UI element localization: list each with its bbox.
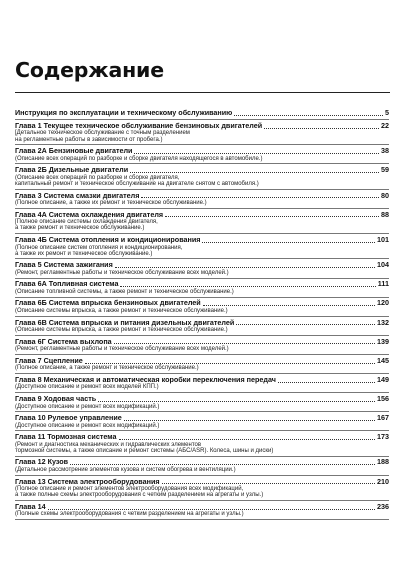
toc-entry-heading	[15, 319, 389, 328]
toc-entry-description: (Полное описание систем отопления и кондиционирования, а также их ремонт и техническое обслуживание.)	[15, 244, 183, 257]
toc-entry-description: (Полные схемы электрооборудования с четким разделением на агрегаты и узлы.)	[15, 511, 244, 518]
title-divider	[15, 92, 390, 93]
toc-entry-page: 139	[377, 336, 389, 346]
toc-entry-description: (Ремонт и диагностика механических и гидравлических элементов тормозной системы, а также описание и ремонт системы (АБС/ASR). Колеса, шины и диски)	[15, 441, 274, 454]
toc-entry-title: Глава 2А Бензиновые двигатели	[15, 146, 133, 156]
toc-entry-page: 22	[381, 120, 389, 130]
toc-entry-heading	[15, 458, 389, 467]
toc-entry-page: 236	[377, 501, 389, 511]
toc-entry-page: 101	[377, 234, 389, 244]
toc-entry-title: Инструкция по эксплуатации и техническому обслуживанию	[15, 108, 233, 117]
toc-entry-page: 120	[377, 298, 389, 308]
toc-entry-description: (Детальное рассмотрение элементов кузова и систем обогрева и вентиляции.)	[15, 467, 236, 473]
toc-entry-description: (Ремонт, регламентные работы и техническое обслуживание всех моделей.)	[15, 346, 229, 353]
toc-entry-description: (Описание всех операций по разборке и сборке двигателя, капитальный ремонт и техническое обслуживание на двигателе снятом с автомобиля.)	[15, 174, 259, 188]
toc-entry-title: Глава 7 Сцепление	[15, 355, 83, 365]
toc-entry-heading	[15, 109, 389, 118]
toc-entry-page: 167	[377, 413, 389, 423]
toc-entry-title: Глава 4Б Система отопления и кондиционирования	[15, 234, 201, 244]
toc-entry-title: Глава 1 Текущее техническое обслуживание бензиновых двигателей	[15, 120, 263, 130]
toc-entry-page: 104	[377, 260, 389, 270]
dot-leader	[162, 483, 375, 484]
dot-leader	[202, 242, 375, 243]
dot-leader	[264, 128, 379, 129]
toc-entry-heading	[15, 166, 389, 175]
toc-entry-title: Глава 11 Тормозная система	[15, 432, 117, 442]
toc-entry-description: (Доступное описание и ремонт всех модификаций.)	[15, 403, 160, 410]
dot-leader	[236, 324, 375, 325]
toc-entry-page: 80	[381, 190, 389, 200]
toc-entry-heading	[15, 478, 389, 487]
toc-entry-title: Глава 6Б Система впрыска бензиновых двигателей	[15, 298, 201, 308]
toc-entry	[15, 433, 389, 457]
toc-entry	[15, 192, 389, 209]
dot-leader	[165, 216, 379, 217]
toc-entry-heading	[15, 280, 389, 289]
toc-entry-heading	[15, 338, 389, 347]
dot-leader	[115, 267, 375, 268]
toc-entry-heading	[15, 433, 389, 442]
table-of-contents	[15, 109, 389, 522]
toc-entry-heading	[15, 236, 389, 245]
toc-entry-title: Глава 14	[15, 501, 46, 511]
toc-entry-title: Глава 5 Система зажигания	[15, 260, 113, 270]
toc-entry-heading	[15, 299, 389, 308]
toc-entry-heading	[15, 192, 389, 201]
toc-entry-description: (Описание системы впрыска, а также ремонт и техническое обслуживание.)	[15, 327, 228, 334]
toc-entry-description: [Детальное техническое обслуживание с точным разделением на регламентные работы в зависимости от пробега.)	[15, 130, 190, 143]
toc-entry-page: 59	[381, 165, 389, 175]
dot-leader	[48, 509, 375, 510]
toc-entry	[15, 236, 389, 260]
toc-entry-page: 132	[377, 317, 389, 327]
toc-entry-description: (Полное описание, а также их ремонт и техническое обслуживание.)	[15, 200, 207, 207]
dot-leader	[134, 153, 379, 154]
toc-entry-title: Глава 4А Система охлаждения двигателя	[15, 209, 164, 219]
toc-entry	[15, 261, 389, 278]
dot-leader	[70, 464, 375, 465]
toc-entry-page: 156	[377, 393, 389, 403]
toc-entry-page: 5	[385, 108, 389, 117]
toc-entry	[15, 166, 389, 190]
toc-entry	[15, 414, 389, 431]
toc-entry-title: Глава 12 Кузов	[15, 457, 69, 467]
toc-entry-page: 111	[377, 279, 389, 289]
toc-entry-title: Глава 13 Система электрооборудования	[15, 476, 160, 486]
dot-leader	[85, 363, 375, 364]
toc-entry-description: [Полное описание системы охлаждения двигателя, а также ремонт и техническое обслуживание.)	[15, 219, 158, 232]
toc-entry-title: Глава 9 Ходовая часть	[15, 393, 97, 403]
toc-entry	[15, 503, 389, 520]
toc-entry-heading	[15, 503, 389, 512]
toc-entry-page: 38	[381, 146, 389, 156]
toc-entry-description: (Описание системы впрыска, а также ремонт и техническое обслуживание.)	[15, 308, 228, 315]
toc-entry	[15, 458, 389, 475]
toc-entry-page: 149	[377, 374, 389, 384]
toc-entry-description: (Описание топливной системы, а также ремонт и техническое обслуживание.)	[15, 288, 234, 295]
toc-entry	[15, 147, 389, 164]
toc-entry-heading	[15, 395, 389, 404]
toc-entry-heading	[15, 357, 389, 366]
toc-entry-page: 145	[377, 355, 389, 365]
dot-leader	[114, 343, 375, 344]
toc-entry-title: Глава 6А Топливная система	[15, 279, 119, 289]
dot-leader	[278, 382, 375, 383]
dot-leader	[120, 286, 375, 287]
toc-entry	[15, 319, 389, 336]
toc-entry-title: Глава 2Б Дизельные двигатели	[15, 165, 129, 175]
toc-entry	[15, 395, 389, 412]
toc-entry	[15, 299, 389, 316]
toc-entry-heading	[15, 122, 389, 131]
toc-entry-page: 210	[377, 476, 389, 486]
toc-entry	[15, 478, 389, 502]
toc-entry-description: (Полное описание, а также ремонт и техническое обслуживание.)	[15, 365, 199, 372]
toc-entry-heading	[15, 414, 389, 423]
dot-leader	[119, 439, 376, 440]
dot-leader	[98, 401, 375, 402]
toc-entry-description: (Описание всех операций по разборке и сборке двигателя находящегося в автомобиле.)	[15, 155, 263, 162]
toc-entry-description: (Доступное описание и ремонт всех моделей КПП.)	[15, 384, 159, 391]
toc-entry	[15, 338, 389, 355]
toc-entry-description: (Ремонт, регламентные работы и техническое обслуживание всех моделей.)	[15, 269, 229, 276]
toc-entry-title: Глава 6В Система впрыска и питания дизельных двигателей	[15, 317, 235, 327]
toc-entry	[15, 280, 389, 297]
toc-entry	[15, 122, 389, 146]
toc-entry-heading	[15, 147, 389, 156]
dot-leader	[124, 420, 375, 421]
toc-entry-description: (Доступное описание и ремонт всех модификаций.)	[15, 422, 160, 429]
toc-entry-heading	[15, 261, 389, 270]
page-title: Содержание	[15, 58, 164, 82]
toc-entry	[15, 376, 389, 393]
toc-entry-title: Глава 10 Рулевое управление	[15, 413, 122, 423]
dot-leader	[234, 115, 383, 116]
toc-entry	[15, 357, 389, 374]
toc-entry-title: Глава 3 Система смазки двигателя	[15, 190, 140, 200]
toc-entry-page: 88	[381, 209, 389, 219]
toc-entry	[15, 109, 389, 120]
toc-entry-heading	[15, 211, 389, 220]
dot-leader	[203, 305, 375, 306]
toc-entry-title: Глава 8 Механическая и автоматическая коробки переключения передач	[15, 374, 276, 384]
entry-spacer	[15, 520, 389, 522]
dot-leader	[130, 172, 379, 173]
dot-leader	[141, 197, 379, 198]
toc-entry	[15, 211, 389, 235]
toc-entry-title: Глава 6Г Система выхлопа	[15, 336, 112, 346]
toc-entry-page: 188	[377, 457, 389, 467]
toc-entry-description: (Полное описание и ремонт элементов электрооборудования всех модификаций, а также полные схемы электрооборудования с четким разделением на агрегаты и узлы.)	[15, 486, 264, 499]
toc-entry-page: 173	[377, 432, 389, 442]
